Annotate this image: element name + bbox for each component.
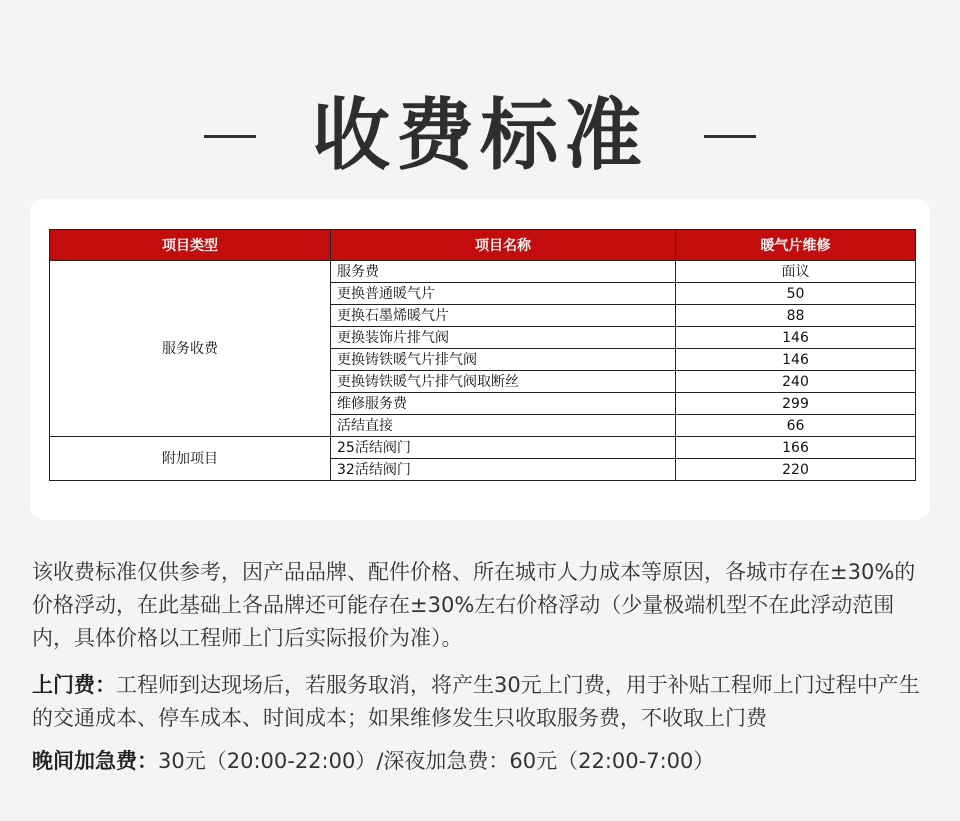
item-name: 更换普通暖气片	[331, 283, 676, 305]
item-price: 88	[676, 305, 916, 327]
item-name: 25活结阀门	[331, 437, 676, 459]
group-type-service: 服务收费	[50, 261, 331, 437]
item-name: 更换铸铁暖气片排气阀取断丝	[331, 371, 676, 393]
night-fee-text: 30元（20:00-22:00）/深夜加急费：60元（22:00-7:00）	[158, 749, 715, 773]
price-table	[49, 229, 916, 481]
item-name: 活结直接	[331, 415, 676, 437]
column-header-name: 项目名称	[331, 230, 676, 261]
title-left-dash	[204, 135, 256, 138]
item-price: 66	[676, 415, 916, 437]
title-right-dash	[704, 135, 756, 138]
table-header-row	[50, 230, 916, 261]
night-fee-paragraph	[32, 745, 932, 778]
page-title: 收费标准	[311, 91, 648, 181]
item-name: 服务费	[331, 261, 676, 283]
item-price: 146	[676, 327, 916, 349]
notes-section	[32, 556, 932, 778]
table-row	[50, 261, 916, 283]
item-price: 299	[676, 393, 916, 415]
item-name: 32活结阀门	[331, 459, 676, 481]
item-price: 220	[676, 459, 916, 481]
item-name: 更换装饰片排气阀	[331, 327, 676, 349]
group-type-additional: 附加项目	[50, 437, 331, 481]
visit-fee-label: 上门费：	[32, 673, 116, 697]
item-price: 240	[676, 371, 916, 393]
item-price: 146	[676, 349, 916, 371]
item-name: 更换石墨烯暖气片	[331, 305, 676, 327]
disclaimer-text: 该收费标准仅供参考，因产品品牌、配件价格、所在城市人力成本等原因，各城市存在±30%的价格浮动，在此基础上各品牌还可能存在±30%左右价格浮动（少量极端机型不在此浮动范围内，具体价格以工程师上门后实际报价为准）。	[32, 560, 916, 650]
night-fee-label: 晚间加急费：	[32, 749, 158, 773]
column-header-radiator-repair: 暖气片维修	[676, 230, 916, 261]
page-title-row	[0, 86, 960, 186]
visit-fee-text: 工程师到达现场后，若服务取消，将产生30元上门费，用于补贴工程师上门过程中产生的交通成本、停车成本、时间成本；如果维修发生只收取服务费，不收取上门费	[32, 673, 920, 730]
price-card	[30, 199, 930, 520]
item-price: 166	[676, 437, 916, 459]
item-price: 50	[676, 283, 916, 305]
table-row	[50, 437, 916, 459]
column-header-type: 项目类型	[50, 230, 331, 261]
visit-fee-paragraph	[32, 669, 932, 735]
item-name: 维修服务费	[331, 393, 676, 415]
item-name: 更换铸铁暖气片排气阀	[331, 349, 676, 371]
item-price: 面议	[676, 261, 916, 283]
